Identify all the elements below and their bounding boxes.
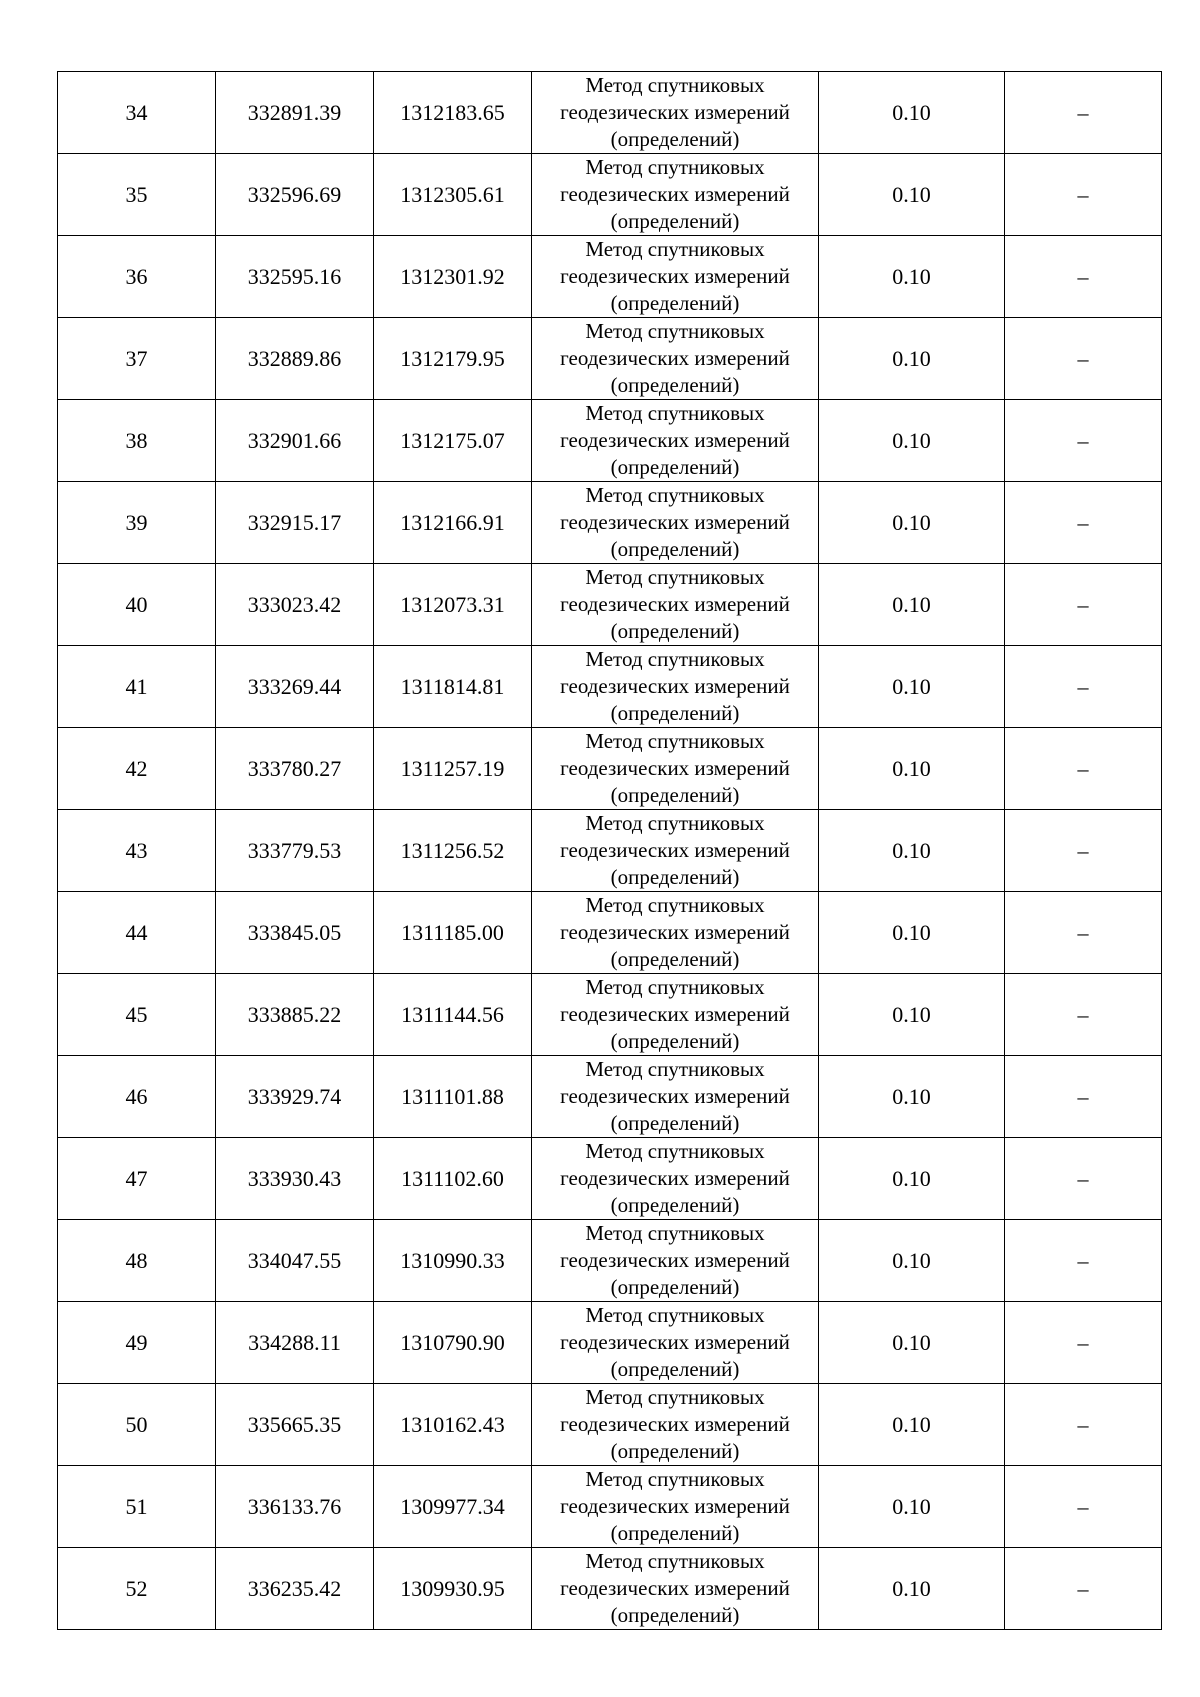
note-cell: – <box>1005 1548 1162 1630</box>
note-cell: – <box>1005 154 1162 236</box>
y-coordinate-cell: 1312073.31 <box>374 564 532 646</box>
method-line: Метод спутниковых <box>585 1139 765 1163</box>
method-line: (определений) <box>610 1357 740 1381</box>
accuracy-cell: 0.10 <box>819 1548 1005 1630</box>
x-coordinate-cell: 334288.11 <box>216 1302 374 1384</box>
accuracy-cell: 0.10 <box>819 728 1005 810</box>
x-coordinate-cell: 332901.66 <box>216 400 374 482</box>
table-row <box>58 974 1162 1056</box>
note-cell: – <box>1005 646 1162 728</box>
table-row <box>58 72 1162 154</box>
accuracy-cell: 0.10 <box>819 892 1005 974</box>
method-line: геодезических измерений <box>560 264 790 288</box>
x-coordinate-cell: 336235.42 <box>216 1548 374 1630</box>
method-line: Метод спутниковых <box>585 1221 765 1245</box>
method-line: (определений) <box>610 783 740 807</box>
method-line: (определений) <box>610 1029 740 1053</box>
table-row <box>58 1466 1162 1548</box>
method-cell <box>532 482 819 564</box>
y-coordinate-cell: 1310790.90 <box>374 1302 532 1384</box>
method-line: Метод спутниковых <box>585 893 765 917</box>
accuracy-cell: 0.10 <box>819 236 1005 318</box>
method-line: (определений) <box>610 701 740 725</box>
note-cell: – <box>1005 1220 1162 1302</box>
method-line: геодезических измерений <box>560 1494 790 1518</box>
method-line: геодезических измерений <box>560 510 790 534</box>
method-line: (определений) <box>610 865 740 889</box>
accuracy-cell: 0.10 <box>819 1466 1005 1548</box>
note-cell: – <box>1005 974 1162 1056</box>
method-line: (определений) <box>610 1521 740 1545</box>
method-line: Метод спутниковых <box>585 1385 765 1409</box>
y-coordinate-cell: 1311256.52 <box>374 810 532 892</box>
table-row <box>58 236 1162 318</box>
method-line: геодезических измерений <box>560 1166 790 1190</box>
method-cell <box>532 1384 819 1466</box>
accuracy-cell: 0.10 <box>819 1302 1005 1384</box>
method-cell <box>532 728 819 810</box>
x-coordinate-cell: 332889.86 <box>216 318 374 400</box>
y-coordinate-cell: 1309977.34 <box>374 1466 532 1548</box>
accuracy-cell: 0.10 <box>819 1056 1005 1138</box>
method-cell <box>532 154 819 236</box>
method-line: Метод спутниковых <box>585 975 765 999</box>
table-row <box>58 892 1162 974</box>
method-cell <box>532 1466 819 1548</box>
point-number-cell: 49 <box>58 1302 216 1384</box>
accuracy-cell: 0.10 <box>819 154 1005 236</box>
method-line: Метод спутниковых <box>585 483 765 507</box>
x-coordinate-cell: 333845.05 <box>216 892 374 974</box>
note-cell: – <box>1005 236 1162 318</box>
note-cell: – <box>1005 892 1162 974</box>
method-cell <box>532 400 819 482</box>
method-line: геодезических измерений <box>560 182 790 206</box>
x-coordinate-cell: 333929.74 <box>216 1056 374 1138</box>
method-cell <box>532 318 819 400</box>
y-coordinate-cell: 1312166.91 <box>374 482 532 564</box>
method-line: Метод спутниковых <box>585 155 765 179</box>
table-row <box>58 1138 1162 1220</box>
method-line: (определений) <box>610 127 740 151</box>
method-line: (определений) <box>610 1275 740 1299</box>
method-line: геодезических измерений <box>560 838 790 862</box>
method-line: Метод спутниковых <box>585 565 765 589</box>
y-coordinate-cell: 1312175.07 <box>374 400 532 482</box>
point-number-cell: 39 <box>58 482 216 564</box>
note-cell: – <box>1005 482 1162 564</box>
x-coordinate-cell: 332596.69 <box>216 154 374 236</box>
note-cell: – <box>1005 1056 1162 1138</box>
table-row <box>58 564 1162 646</box>
method-cell <box>532 810 819 892</box>
y-coordinate-cell: 1312305.61 <box>374 154 532 236</box>
x-coordinate-cell: 332915.17 <box>216 482 374 564</box>
point-number-cell: 35 <box>58 154 216 236</box>
method-line: Метод спутниковых <box>585 319 765 343</box>
method-line: (определений) <box>610 1193 740 1217</box>
table-row <box>58 400 1162 482</box>
method-cell <box>532 564 819 646</box>
method-line: геодезических измерений <box>560 1002 790 1026</box>
x-coordinate-cell: 332595.16 <box>216 236 374 318</box>
note-cell: – <box>1005 1466 1162 1548</box>
note-cell: – <box>1005 728 1162 810</box>
method-line: Метод спутниковых <box>585 73 765 97</box>
accuracy-cell: 0.10 <box>819 72 1005 154</box>
accuracy-cell: 0.10 <box>819 646 1005 728</box>
x-coordinate-cell: 333779.53 <box>216 810 374 892</box>
method-line: Метод спутниковых <box>585 1303 765 1327</box>
point-number-cell: 48 <box>58 1220 216 1302</box>
accuracy-cell: 0.10 <box>819 564 1005 646</box>
method-line: (определений) <box>610 1111 740 1135</box>
point-number-cell: 51 <box>58 1466 216 1548</box>
y-coordinate-cell: 1311102.60 <box>374 1138 532 1220</box>
method-line: геодезических измерений <box>560 1576 790 1600</box>
table-row <box>58 646 1162 728</box>
method-line: геодезических измерений <box>560 920 790 944</box>
method-line: (определений) <box>610 291 740 315</box>
x-coordinate-cell: 332891.39 <box>216 72 374 154</box>
y-coordinate-cell: 1312183.65 <box>374 72 532 154</box>
method-line: (определений) <box>610 619 740 643</box>
y-coordinate-cell: 1312179.95 <box>374 318 532 400</box>
table-row <box>58 1220 1162 1302</box>
y-coordinate-cell: 1309930.95 <box>374 1548 532 1630</box>
method-line: геодезических измерений <box>560 756 790 780</box>
method-cell <box>532 1220 819 1302</box>
y-coordinate-cell: 1312301.92 <box>374 236 532 318</box>
method-line: геодезических измерений <box>560 1412 790 1436</box>
method-line: Метод спутниковых <box>585 647 765 671</box>
method-line: геодезических измерений <box>560 1248 790 1272</box>
point-number-cell: 40 <box>58 564 216 646</box>
note-cell: – <box>1005 1138 1162 1220</box>
x-coordinate-cell: 335665.35 <box>216 1384 374 1466</box>
x-coordinate-cell: 334047.55 <box>216 1220 374 1302</box>
method-line: (определений) <box>610 209 740 233</box>
method-line: Метод спутниковых <box>585 729 765 753</box>
accuracy-cell: 0.10 <box>819 1384 1005 1466</box>
y-coordinate-cell: 1310990.33 <box>374 1220 532 1302</box>
method-line: (определений) <box>610 455 740 479</box>
y-coordinate-cell: 1310162.43 <box>374 1384 532 1466</box>
y-coordinate-cell: 1311814.81 <box>374 646 532 728</box>
method-line: Метод спутниковых <box>585 811 765 835</box>
method-line: геодезических измерений <box>560 592 790 616</box>
method-line: Метод спутниковых <box>585 1057 765 1081</box>
point-number-cell: 41 <box>58 646 216 728</box>
x-coordinate-cell: 336133.76 <box>216 1466 374 1548</box>
accuracy-cell: 0.10 <box>819 1220 1005 1302</box>
point-number-cell: 46 <box>58 1056 216 1138</box>
method-cell <box>532 646 819 728</box>
table-row <box>58 728 1162 810</box>
note-cell: – <box>1005 72 1162 154</box>
y-coordinate-cell: 1311144.56 <box>374 974 532 1056</box>
accuracy-cell: 0.10 <box>819 974 1005 1056</box>
point-number-cell: 36 <box>58 236 216 318</box>
point-number-cell: 38 <box>58 400 216 482</box>
method-line: геодезических измерений <box>560 1084 790 1108</box>
table-row <box>58 1056 1162 1138</box>
method-line: геодезических измерений <box>560 100 790 124</box>
point-number-cell: 37 <box>58 318 216 400</box>
point-number-cell: 34 <box>58 72 216 154</box>
table-row <box>58 1548 1162 1630</box>
point-number-cell: 52 <box>58 1548 216 1630</box>
accuracy-cell: 0.10 <box>819 810 1005 892</box>
table-row <box>58 318 1162 400</box>
method-cell <box>532 1056 819 1138</box>
method-line: геодезических измерений <box>560 674 790 698</box>
table-row <box>58 482 1162 564</box>
method-line: (определений) <box>610 1603 740 1627</box>
method-line: Метод спутниковых <box>585 237 765 261</box>
method-line: Метод спутниковых <box>585 401 765 425</box>
accuracy-cell: 0.10 <box>819 482 1005 564</box>
method-line: (определений) <box>610 537 740 561</box>
method-cell <box>532 72 819 154</box>
method-cell <box>532 1302 819 1384</box>
point-number-cell: 45 <box>58 974 216 1056</box>
x-coordinate-cell: 333930.43 <box>216 1138 374 1220</box>
x-coordinate-cell: 333780.27 <box>216 728 374 810</box>
y-coordinate-cell: 1311185.00 <box>374 892 532 974</box>
y-coordinate-cell: 1311257.19 <box>374 728 532 810</box>
note-cell: – <box>1005 1302 1162 1384</box>
note-cell: – <box>1005 318 1162 400</box>
table-row <box>58 1384 1162 1466</box>
x-coordinate-cell: 333023.42 <box>216 564 374 646</box>
accuracy-cell: 0.10 <box>819 1138 1005 1220</box>
method-cell <box>532 892 819 974</box>
method-line: Метод спутниковых <box>585 1549 765 1573</box>
point-number-cell: 43 <box>58 810 216 892</box>
method-cell <box>532 236 819 318</box>
note-cell: – <box>1005 400 1162 482</box>
table-row <box>58 1302 1162 1384</box>
note-cell: – <box>1005 564 1162 646</box>
method-line: геодезических измерений <box>560 346 790 370</box>
method-line: (определений) <box>610 1439 740 1463</box>
method-line: Метод спутниковых <box>585 1467 765 1491</box>
method-line: геодезических измерений <box>560 1330 790 1354</box>
accuracy-cell: 0.10 <box>819 400 1005 482</box>
x-coordinate-cell: 333269.44 <box>216 646 374 728</box>
point-number-cell: 47 <box>58 1138 216 1220</box>
coordinates-table-body <box>58 72 1162 1630</box>
x-coordinate-cell: 333885.22 <box>216 974 374 1056</box>
method-line: геодезических измерений <box>560 428 790 452</box>
method-cell <box>532 974 819 1056</box>
point-number-cell: 42 <box>58 728 216 810</box>
point-number-cell: 50 <box>58 1384 216 1466</box>
method-line: (определений) <box>610 947 740 971</box>
method-cell <box>532 1548 819 1630</box>
accuracy-cell: 0.10 <box>819 318 1005 400</box>
table-row <box>58 810 1162 892</box>
table-row <box>58 154 1162 236</box>
note-cell: – <box>1005 810 1162 892</box>
y-coordinate-cell: 1311101.88 <box>374 1056 532 1138</box>
point-number-cell: 44 <box>58 892 216 974</box>
method-line: (определений) <box>610 373 740 397</box>
method-cell <box>532 1138 819 1220</box>
note-cell: – <box>1005 1384 1162 1466</box>
coordinates-table <box>57 71 1162 1630</box>
